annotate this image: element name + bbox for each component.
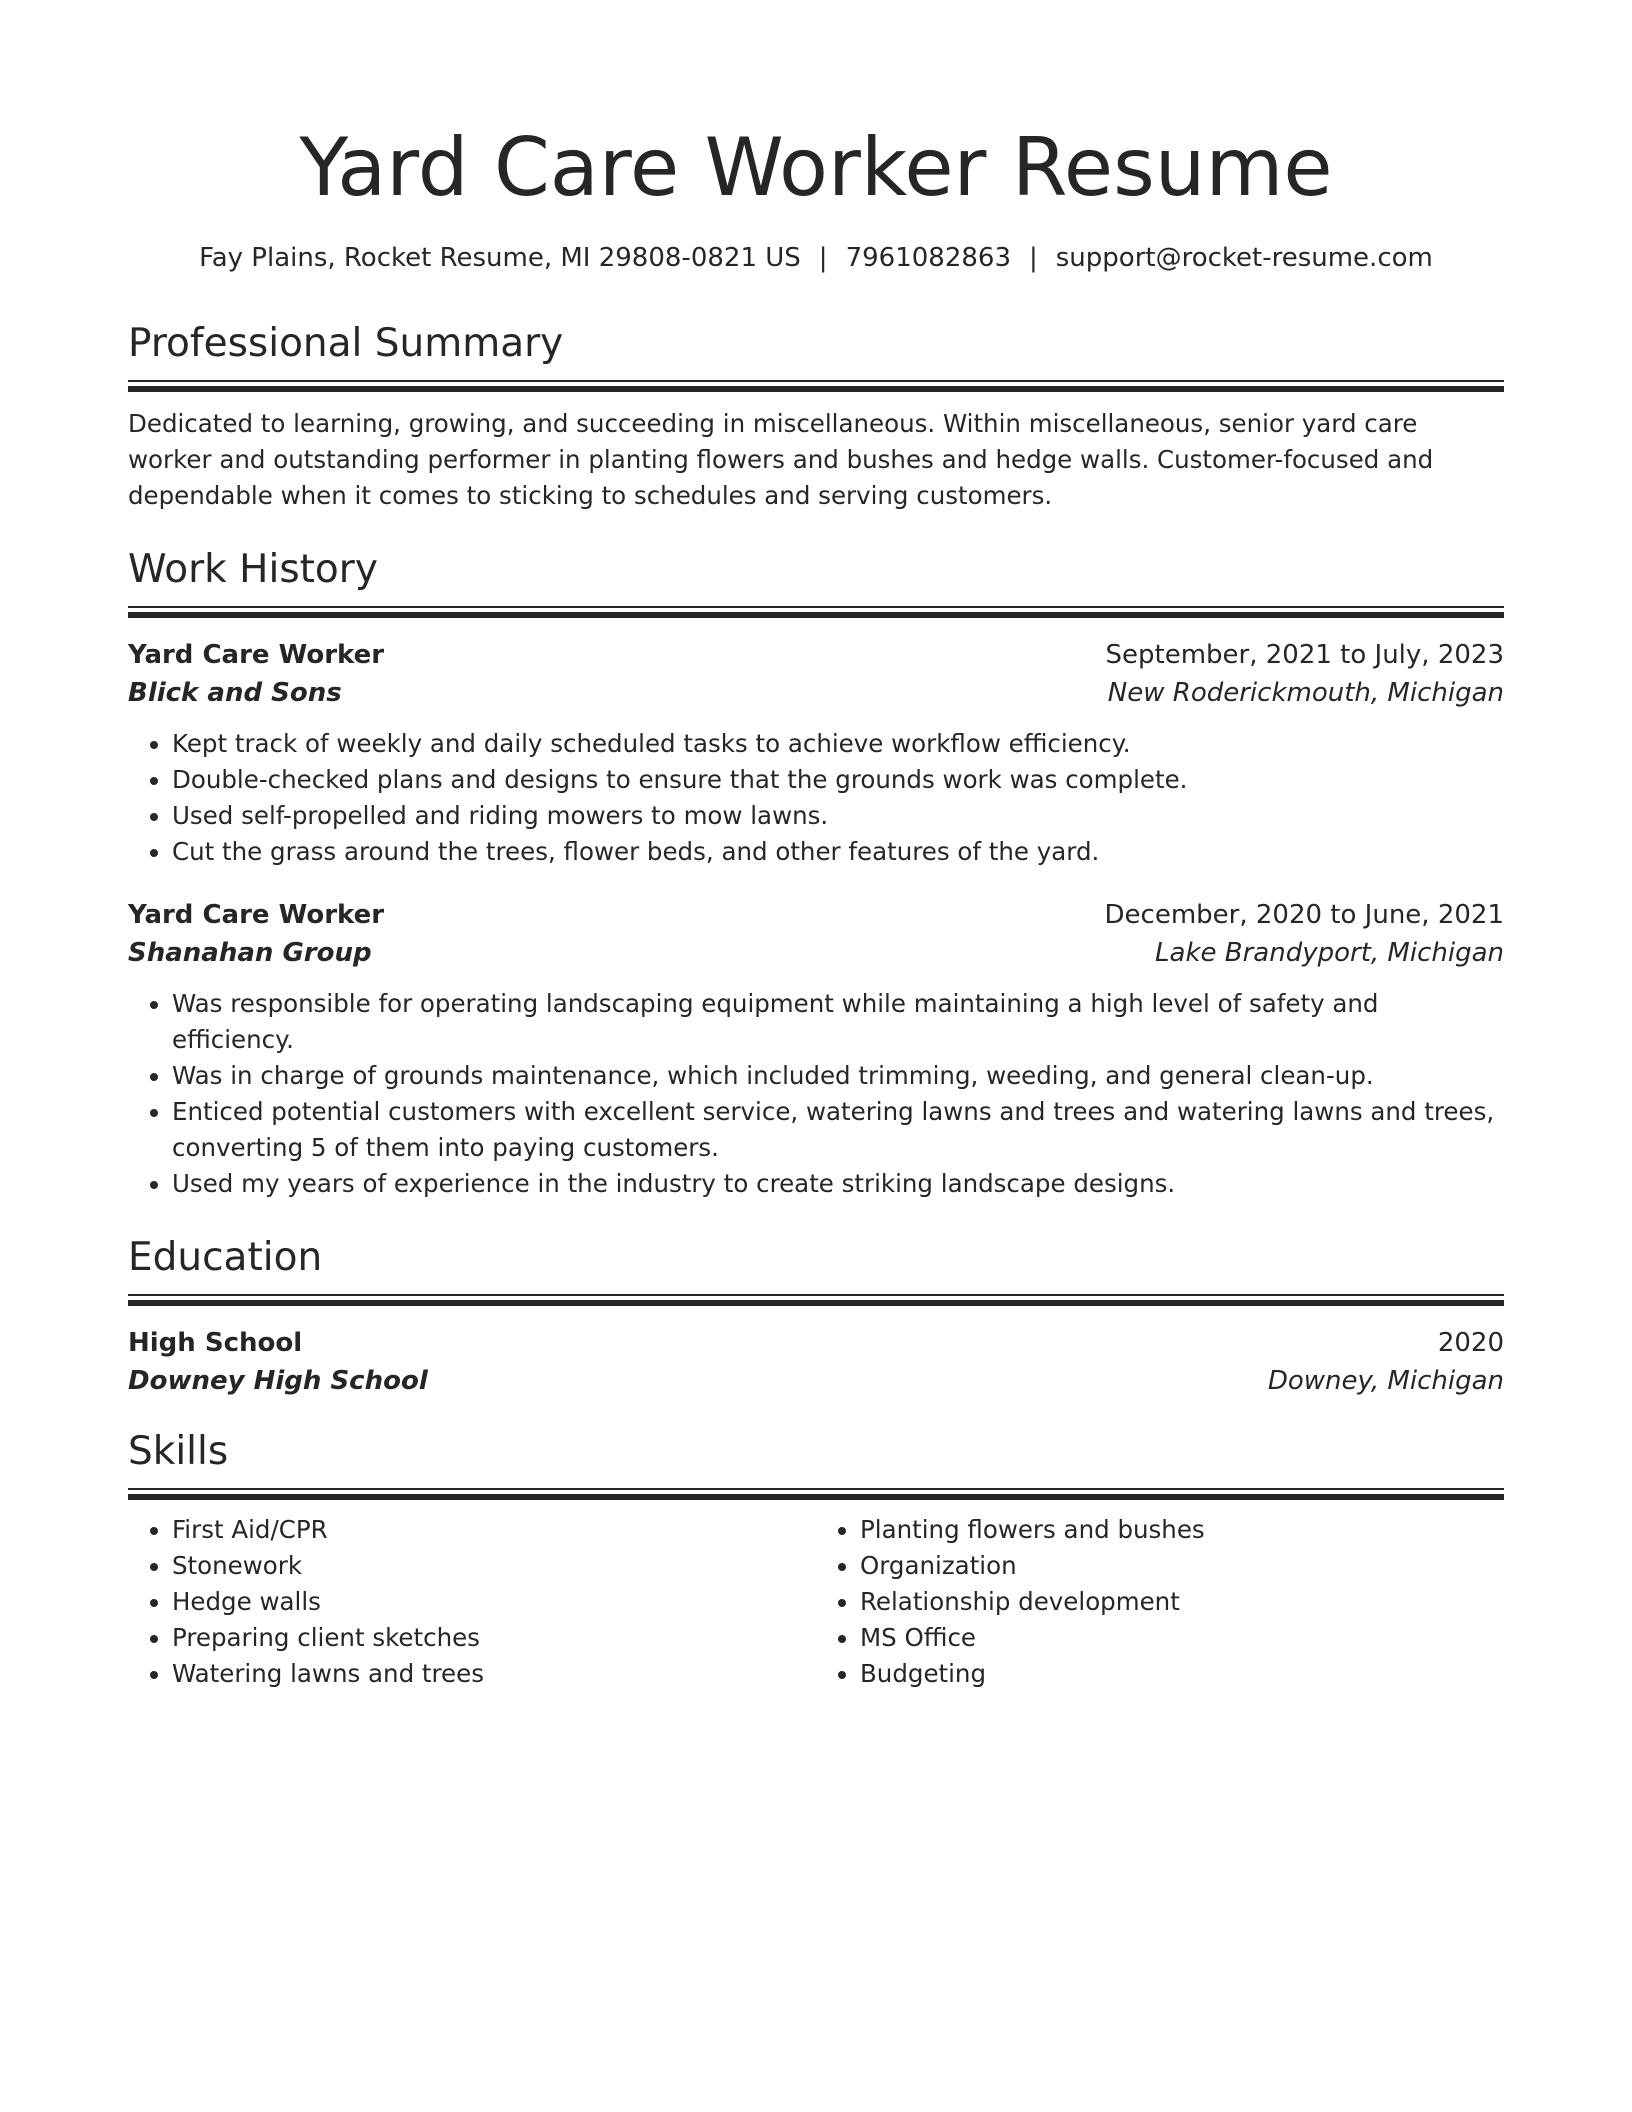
job-entry (128, 896, 1504, 1202)
contact-line (128, 240, 1504, 276)
job-company-row (128, 934, 1504, 972)
list-item: • Preparing client sketches (172, 1620, 816, 1656)
list-item: • Used self-propelled and riding mowers to mow lawns. (172, 798, 1504, 834)
section-heading: Work History (128, 547, 378, 592)
company-name: Shanahan Group (128, 938, 372, 968)
list-item: • First Aid/CPR (172, 1512, 816, 1548)
skills-grid (128, 1512, 1504, 1692)
education-school-row (128, 1362, 1504, 1400)
job-location: Lake Brandyport, Michigan (1155, 938, 1504, 968)
list-item: • Enticed potential customers with excellent service, watering lawns and trees and watering lawns and trees, converting 5 of them into paying customers. (172, 1094, 1504, 1166)
skills-column-right (816, 1512, 1504, 1692)
list-item: • Hedge walls (172, 1584, 816, 1620)
contact-address: Fay Plains, Rocket Resume, MI 29808-0821 US (199, 243, 801, 273)
list-item: • Cut the grass around the trees, flower beds, and other features of the yard. (172, 834, 1504, 870)
job-entry (128, 636, 1504, 870)
contact-separator: | (1028, 243, 1038, 273)
list-item: • Stonework (172, 1548, 816, 1584)
list-item: • Planting flowers and bushes (860, 1512, 1504, 1548)
job-bullets (128, 726, 1504, 870)
section-divider (128, 1294, 1504, 1306)
section-divider (128, 1488, 1504, 1500)
skills-column-left (128, 1512, 816, 1692)
skills-section (128, 1426, 1504, 1692)
education-header-row (128, 1324, 1504, 1362)
job-company-row (128, 674, 1504, 712)
section-divider (128, 606, 1504, 618)
work-history-section (128, 544, 1504, 1202)
section-divider (128, 380, 1504, 392)
job-title: Yard Care Worker (128, 900, 385, 930)
list-item: • Budgeting (860, 1656, 1504, 1692)
school-location: Downey, Michigan (1267, 1366, 1504, 1396)
list-item: • Watering lawns and trees (172, 1656, 816, 1692)
summary-section (128, 318, 1504, 514)
job-dates: December, 2020 to June, 2021 (1104, 900, 1504, 930)
contact-separator: | (818, 243, 828, 273)
list-item: • Kept track of weekly and daily scheduled tasks to achieve workflow efficiency. (172, 726, 1504, 762)
degree: High School (128, 1328, 303, 1358)
job-dates: September, 2021 to July, 2023 (1105, 640, 1504, 670)
summary-text: Dedicated to learning, growing, and succeeding in miscellaneous. Within miscellaneous, senior yard care worker and outstanding performer in planting flowers and bushes and hedge walls. Customer-focused and dependable when it comes to sticking to schedules and serving customers. (128, 409, 1434, 510)
list-item: • Relationship development (860, 1584, 1504, 1620)
education-section (128, 1232, 1504, 1400)
job-header-row (128, 896, 1504, 934)
list-item: • Used my years of experience in the industry to create striking landscape designs. (172, 1166, 1504, 1202)
job-header-row (128, 636, 1504, 674)
list-item: • MS Office (860, 1620, 1504, 1656)
company-name: Blick and Sons (128, 678, 342, 708)
education-year: 2020 (1437, 1328, 1504, 1358)
section-heading: Professional Summary (128, 321, 564, 366)
list-item: • Organization (860, 1548, 1504, 1584)
education-entry (128, 1324, 1504, 1400)
list-item: • Was responsible for operating landscaping equipment while maintaining a high level of safety and efficiency. (172, 986, 1504, 1058)
section-heading: Skills (128, 1429, 229, 1474)
job-bullets (128, 986, 1504, 1202)
resume-title: Yard Care Worker Resume (299, 121, 1333, 214)
contact-email: support@rocket-resume.com (1055, 243, 1433, 273)
section-heading: Education (128, 1235, 323, 1280)
school-name: Downey High School (128, 1366, 428, 1396)
job-title: Yard Care Worker (128, 640, 385, 670)
list-item: • Was in charge of grounds maintenance, which included trimming, weeding, and general clean-up. (172, 1058, 1504, 1094)
job-location: New Roderickmouth, Michigan (1107, 678, 1504, 708)
contact-phone: 7961082863 (845, 243, 1011, 273)
list-item: • Double-checked plans and designs to ensure that the grounds work was complete. (172, 762, 1504, 798)
